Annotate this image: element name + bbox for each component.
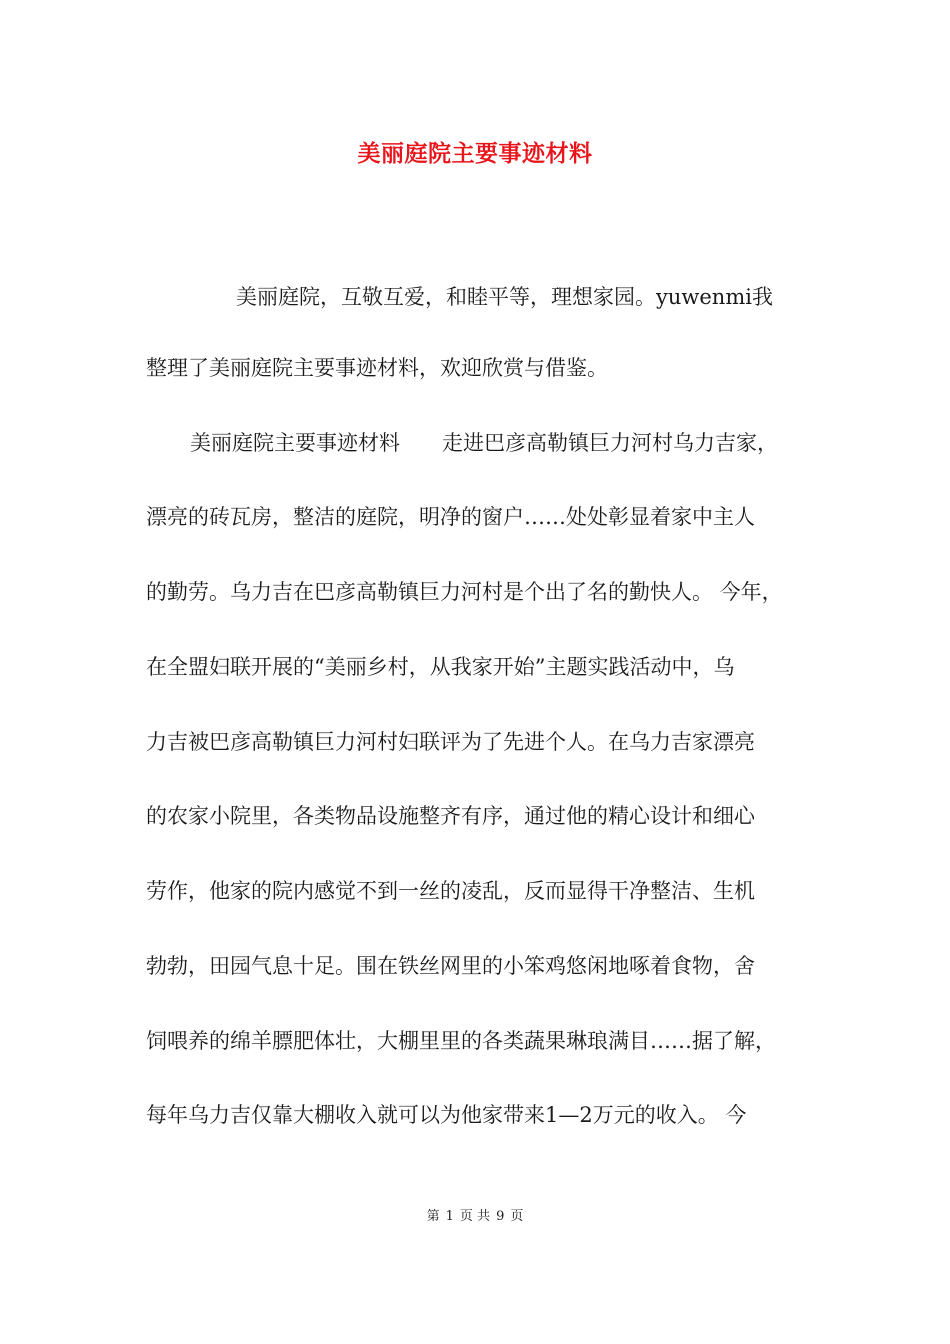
body-line: 在全盟妇联开展的“美丽乡村，从我家开始”主题实践活动中，乌 bbox=[146, 655, 735, 679]
body-line: 每年乌力吉仅靠大棚收入就可以为他家带来1—2万元的收入。 今 bbox=[146, 1103, 747, 1127]
footer-prefix: 第 bbox=[426, 1209, 440, 1224]
document-title: 美丽庭院主要事迹材料 bbox=[357, 140, 593, 167]
body-line: 饲喂养的绵羊膘肥体壮，大棚里里的各类蔬果琳琅满目……据了解， bbox=[146, 1029, 776, 1053]
body-line: 漂亮的砖瓦房，整洁的庭院，明净的窗户……处处彰显着家中主人 bbox=[146, 505, 755, 529]
footer-middle: 页 共 bbox=[459, 1209, 491, 1224]
footer-current-page: 1 bbox=[445, 1209, 454, 1224]
body-line: 勃勃，田园气息十足。围在铁丝网里的小笨鸡悠闲地啄着食物，舍 bbox=[146, 954, 755, 978]
body-line: 整理了美丽庭院主要事迹材料，欢迎欣赏与借鉴。 bbox=[146, 356, 608, 380]
body-line: 美丽庭院，互敬互爱，和睦平等，理想家园。yuwenmi我 bbox=[236, 285, 773, 309]
page-footer bbox=[0, 1208, 950, 1226]
body-line: 的勤劳。乌力吉在巴彦高勒镇巨力河村是个出了名的勤快人。 今年， bbox=[146, 580, 783, 604]
footer-suffix: 页 bbox=[510, 1209, 524, 1224]
body-line: 力吉被巴彦高勒镇巨力河村妇联评为了先进个人。在乌力吉家漂亮 bbox=[146, 730, 755, 754]
body-line: 劳作，他家的院内感觉不到一丝的凌乱，反而显得干净整洁、生机 bbox=[146, 879, 755, 903]
body-line: 美丽庭院主要事迹材料 走进巴彦高勒镇巨力河村乌力吉家， bbox=[190, 431, 778, 455]
footer-total-pages: 9 bbox=[496, 1209, 505, 1224]
body-line: 的农家小院里，各类物品设施整齐有序，通过他的精心设计和细心 bbox=[146, 804, 755, 828]
